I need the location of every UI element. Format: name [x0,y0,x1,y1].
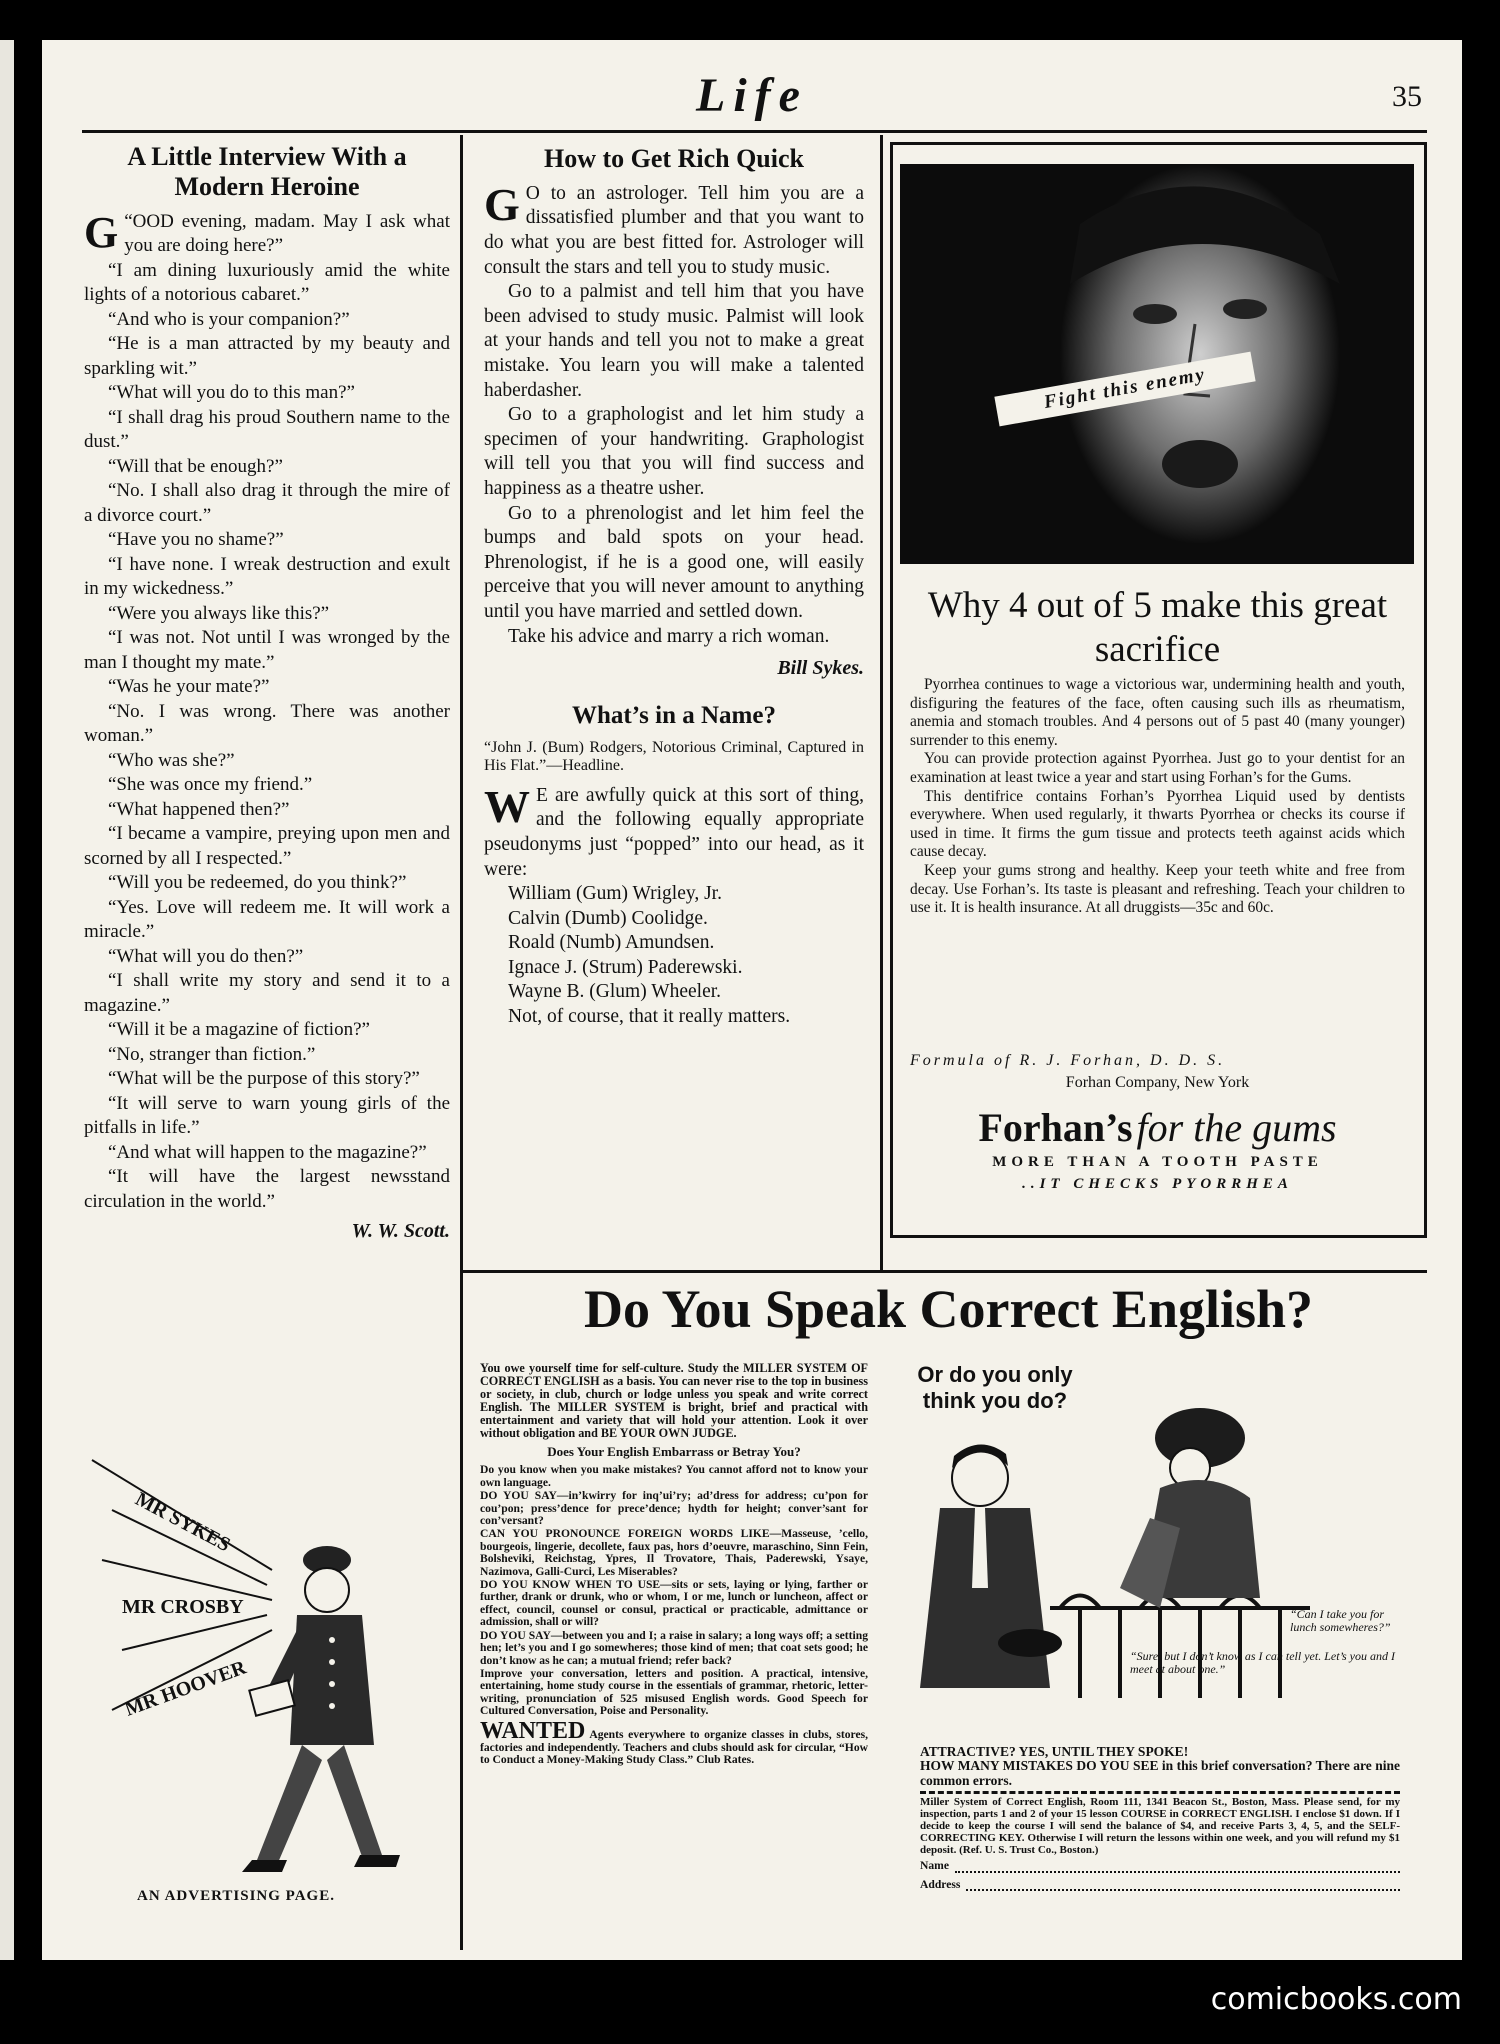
english-item: DO YOU SAY—in’kwirry for inq’ui’ry; ad’dress for address; cu’pon for cou’pon; press’dence for prece’dence; hydth for height; conver’sant for con’versant? [480,1489,868,1528]
english-right-column [920,1746,1400,1891]
pseudonym-item: William (Gum) Wrigley, Jr. [508,883,722,905]
name-first-paragraph: E are awfully quick at this sort of thing, and the following equally appropriate pseudonyms just “popped” into our head, as it were: [484,784,864,880]
forhan-company: Forhan Company, New York [1065,1074,1250,1091]
interview-paragraph: “No. I shall also drag it through the mire of a divorce court.” [84,480,450,526]
english-items [480,1464,868,1717]
rich-body [484,178,864,649]
couple-illustration [880,1358,1420,1743]
coupon-address-row [920,1879,1400,1891]
watermark: comicbooks.com [1210,1982,1462,2017]
interview-dropcap: G [84,207,119,257]
english-subhead: Or do you only think you do? [917,1362,1073,1413]
coupon-address-label: Address [920,1877,961,1891]
forhan-ad [890,142,1427,1262]
english-illustration [880,1358,1420,1743]
english-attractive: ATTRACTIVE? YES, UNTIL THEY SPOKE! [920,1744,1189,1759]
coupon-dash-rule [920,1791,1400,1794]
name-dropcap: W [484,780,530,832]
name-closing: Not, of course, that it really matters. [508,1006,791,1028]
interview-paragraph: “I shall drag his proud Southern name to the dust.” [84,406,450,453]
english-item: Do you know when you make mistakes? You cannot afford not to know your own language. [480,1463,868,1489]
rich-byline: Bill Sykes. [777,657,864,680]
rich-dropcap: G [484,178,520,230]
english-headline: Do You Speak Correct English? [583,1279,1314,1339]
coupon-name-field[interactable] [955,1860,1400,1872]
name-title: What’s in a Name? [572,702,776,730]
forhan-brand: Forhan’s [978,1105,1133,1150]
cartoon-name-hoover: MR HOOVER [122,1656,250,1721]
interview-paragraphs [84,259,450,1215]
english-ad [470,1278,1427,1950]
name-quote: “John J. (Bum) Rodgers, Notorious Criminal, Captured in His Flat.”—Headline. [484,738,864,775]
column-rule-left [460,135,463,1950]
interview-paragraph: “Yes. Love will redeem me. It will work a miracle.” [84,896,450,943]
interview-paragraph: “What happened then?” [108,798,290,820]
interview-paragraph: “No. I was wrong. There was another woman.” [84,700,450,747]
interview-paragraph: “What will you do then?” [108,945,304,967]
forhan-photo [900,164,1414,564]
rich-paragraph: Take his advice and marry a rich woman. [508,625,830,647]
forhan-brand-line [900,1104,1415,1151]
pseudonym-item: Calvin (Dumb) Coolidge. [508,907,708,929]
name-body [484,780,864,1030]
english-caption-1: “Can I take you for lunch somewheres?” [1290,1607,1391,1634]
english-caption-2: “Sure, but I don’t know as I can tell yet. Let’s you and I meet at about one.” [1130,1649,1395,1676]
english-intro: You owe yourself time for self-culture. Study the MILLER SYSTEM OF CORRECT ENGLISH as a basis. You can never rise to the top in business or society, in club, church or lodge unless you speak and write correct English. The MILLER SYSTEM is bright, brief and practical with entertainment and variety that will hold your attention. Look it over without obligation and BE YOUR OWN JUDGE. [480,1361,868,1440]
interview-paragraph: “Have you no shame?” [108,529,284,551]
english-item: DO YOU SAY—between you and I; a raise in salary; a long ways off; a setting hen; let’s you and I go somewheres; those kind of men; that coat sets good; he don’t know as he can; a mutual friend; refer back? [480,1628,868,1667]
interview-paragraph: “Will it be a magazine of fiction?” [108,1019,370,1041]
rich-paragraph: Go to a palmist and tell him that you have been advised to study music. Palmist will look at your hands and tell you not to make a great mistake. You learn you will make a talented haberdasher. [484,281,864,401]
interview-paragraph: “What will you do to this man?” [108,382,355,404]
english-left-column [480,1362,868,1766]
english-wanted-text: Agents everywhere to organize classes in clubs, stores, factories and independently. Teachers and clubs should ask for circular, “How to Conduct a Money-Making Study Class.” Club Rates. [480,1727,868,1766]
interview-paragraph: “I was not. Not until I was wronged by the man I thought my mate.” [84,627,450,673]
interview-paragraph: “Was he your mate?” [108,676,270,698]
interview-paragraph: “Will you be redeemed, do you think?” [108,872,407,894]
column-rule-right [880,135,883,1270]
coupon-name-row [920,1860,1400,1872]
pseudonym-item: Roald (Numb) Amundsen. [508,932,715,954]
interview-paragraph: “It will serve to warn young girls of the pitfalls in life.” [84,1092,450,1139]
header-rule [82,130,1427,133]
coupon-name-label: Name [920,1859,949,1873]
bellboy-illustration [82,1400,452,1920]
rich-paragraph: Go to a graphologist and let him study a specimen of your handwriting. Graphologist will tell you that you will find success and happiness as a theatre usher. [484,404,864,500]
forhan-brand-tag: for the gums [1136,1105,1337,1150]
forhan-paragraph: Keep your gums strong and healthy. Keep your teeth white and free from decay. Use Forhan’s. Its taste is pleasant and refreshing. Teach your children to use it. It is health insurance. At all druggists—35c and 60c. [910,861,1405,917]
forhan-slogan-2: ..IT CHECKS PYORRHEA [1022,1176,1293,1192]
fight-enemy-banner: Fight this enemy [994,352,1255,427]
english-wanted-block [480,1717,868,1767]
cartoon-name-crosby: MR CROSBY [122,1596,244,1618]
page-number: 35 [1392,80,1422,113]
forhan-paragraph: You can provide protection against Pyorrhea. Just go to your dentist for an examination at least twice a year and start using Forhan’s for the Gums. [910,750,1405,786]
rich-first-paragraph: O to an astrologer. Tell him you are a dissatisfied plumber and that you want to do what you are best fitted for. Astrologer will consult the stars and tell you to study music. [484,182,864,278]
english-item: CAN YOU PRONOUNCE FOREIGN WORDS LIKE—Masseuse, ’cello, bourgeois, lingerie, decollete, faux pas, hors d’oeuvre, maraschino, Sinn Fein, Bolsheviki, Reichstag, Ypres, Il Trovatore, Thais, Paderewski, Ysaye, Nazimova, Galli-Curci, Les Miserables? [480,1527,868,1578]
pseudonym-item: Wayne B. (Glum) Wheeler. [508,981,722,1003]
left-page-edge [0,40,14,1960]
forhan-slogan-1: MORE THAN A TOOTH PASTE [992,1154,1323,1170]
forhan-body [910,676,1405,918]
pseudonym-list [484,882,864,1005]
interview-paragraph: “And what will happen to the magazine?” [108,1141,427,1163]
rich-paragraphs [484,280,864,649]
magazine-page [42,40,1462,1960]
english-question-heading: Does Your English Embarrass or Betray You? [547,1444,801,1459]
interview-paragraph: “It will have the largest newsstand circulation in the world.” [84,1166,450,1212]
interview-paragraph: “What will be the purpose of this story?” [108,1068,420,1090]
bellboy-cartoon [82,1400,452,1920]
english-coupon: Miller System of Correct English, Room 111, 1341 Beacon St., Boston, Mass. Please send, for my inspection, parts 1 and 2 of your 15 lesson COURSE in CORRECT ENGLISH. I enclose $1 down. If I decide to keep the course I will send the balance of $4, and receive Parts 3, 4, 5, and the SELF-CORRECTING KEY. Otherwise I will return the lessons within one week, and you will refund my $1 deposit. (Ref. U. S. Trust Co., Boston.) [920,1796,1400,1856]
interview-paragraph: “No, stranger than fiction.” [108,1043,316,1065]
rich-title: How to Get Rich Quick [544,144,804,173]
forhan-paragraph: Pyorrhea continues to wage a victorious war, undermining health and youth, disfiguring the features of the face, often causing such ills as rheumatism, anemia and stomach troubles. And 4 persons out of 5 past 40 (many younger) surrender to this enemy. [910,676,1405,749]
english-mistakes: HOW MANY MISTAKES DO YOU SEE in this brief conversation? There are nine common errors. [920,1758,1400,1788]
pseudonym-item: Ignace J. (Strum) Paderewski. [508,956,743,978]
rich-paragraph: Go to a phrenologist and let him feel the bumps and bald spots on your head. Phrenologist, if he is a good one, will easily perceive that you will never amount to anything until you have married and settled down. [484,502,864,622]
interview-paragraph: “She was once my friend.” [108,774,313,796]
interview-paragraph: “Were you always like this?” [108,602,330,624]
woman-face-photo [900,164,1414,564]
interview-paragraph: “Who was she?” [108,749,235,771]
interview-body [84,207,450,1215]
interview-article [84,142,450,1243]
advertising-page-caption: AN ADVERTISING PAGE. [137,1888,335,1904]
interview-first-paragraph: “OOD evening, madam. May I ask what you are doing here?” [124,210,450,257]
forhan-formula: Formula of R. J. Forhan, D. D. S. [910,1052,1226,1069]
ad-top-rule [460,1270,1427,1273]
interview-byline: W. W. Scott. [351,1220,450,1243]
rich-article [484,144,864,1030]
masthead: Life [696,69,808,122]
forhan-headline: Why 4 out of 5 make this great sacrifice [927,585,1388,670]
interview-paragraph: “I shall write my story and send it to a magazine.” [84,970,450,1016]
interview-paragraph: “He is a man attracted by my beauty and sparkling wit.” [84,333,450,379]
interview-paragraph: “Will that be enough?” [108,455,283,477]
english-wanted: WANTED [480,1717,586,1744]
interview-paragraph: “I became a vampire, preying upon men and scorned by all I respected.” [84,823,450,869]
interview-paragraph: “And who is your companion?” [108,308,350,330]
coupon-address-field[interactable] [966,1879,1400,1891]
forhan-paragraph: This dentifrice contains Forhan’s Pyorrhea Liquid used by dentists everywhere. When used regularly, it thwarts Pyorrhea or checks its course if used in time. It firms the gum tissue and protects teeth against acids which cause decay. [910,787,1405,861]
english-item: Improve your conversation, letters and position. A practical, intensive, entertaining, home study course in the essentials of grammar, rhetoric, letter-writing, pronunciation of 525 misused English words. Good Speech for Cultured Conversation, Poise and Personality. [480,1666,868,1718]
interview-paragraph: “I have none. I wreak destruction and exult in my wickedness.” [84,553,450,600]
interview-title: A Little Interview With a Modern Heroine [127,142,407,201]
interview-paragraph: “I am dining luxuriously amid the white lights of a notorious cabaret.” [84,259,450,306]
english-item: DO YOU KNOW WHEN TO USE—sits or sets, laying or lying, farther or further, drank or drunk, who or whom, I or me, lunch or luncheon, affect or effect, council, counsel or consul, practical or practicable, admittance or admission, shall or will? [480,1578,868,1629]
cartoon-name-sykes: MR SYKES [131,1488,234,1557]
